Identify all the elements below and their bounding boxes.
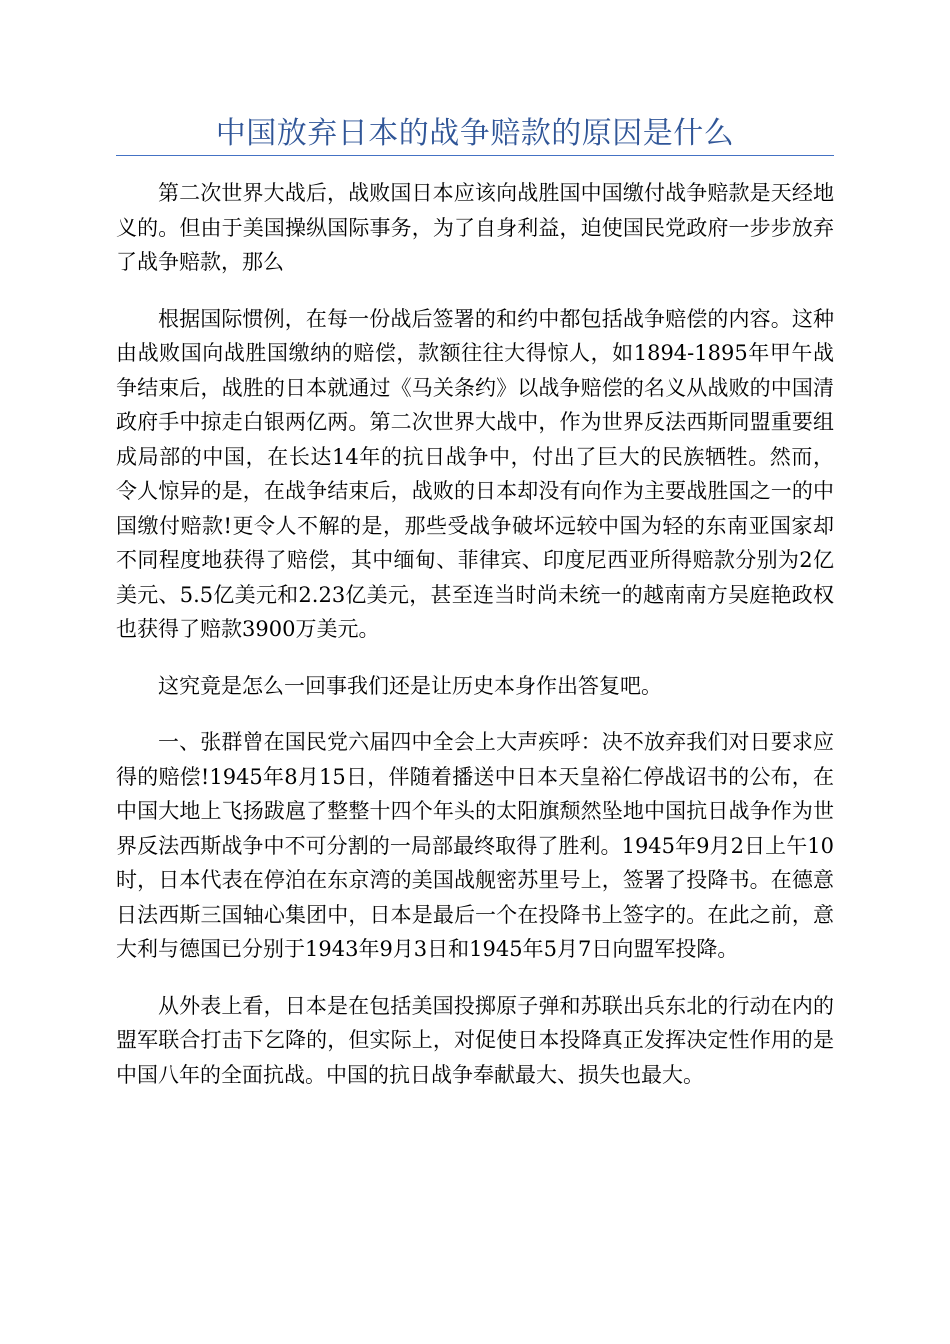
title-underline	[116, 155, 834, 156]
paragraph-3: 这究竟是怎么一回事我们还是让历史本身作出答复吧。	[158, 673, 662, 698]
paragraph-4: 一、张群曾在国民党六届四中全会上大声疾呼：决不放弃我们对日要求应得的赔偿!1945年8月15日，伴随着播送中日本天皇裕仁停战诏书的公布，在中国大地上飞扬跋扈了整整十四个年头的太阳旗颓然坠地中国抗日战争作为世界反法西斯战争中不可分割的一局部最终取得了胜利。1945年9月2日上午10时，日本代表在停泊在东京湾的美国战舰密苏里号上，签署了投降书。在德意日法西斯三国轴心集团中，日本是最后一个在投降书上签字的。在此之前，意大利与德国已分别于1943年9月3日和1945年5月7日向盟军投降。	[116, 730, 834, 961]
paragraph-5: 从外表上看，日本是在包括美国投掷原子弹和苏联出兵东北的行动在内的盟军联合打击下乞降的，但实际上，对促使日本投降真正发挥决定性作用的是中国八年的全面抗战。中国的抗日战争奉献最大、损失也最大。	[116, 993, 834, 1087]
document-body	[116, 176, 834, 1114]
paragraph-2: 根据国际惯例，在每一份战后签署的和约中都包括战争赔偿的内容。这种由战败国向战胜国缴纳的赔偿，款额往往大得惊人，如1894-1895年甲午战争结束后，战胜的日本就通过《马关条约》以战争赔偿的名义从战败的中国清政府手中掠走白银两亿两。第二次世界大战中，作为世界反法西斯同盟重要组成局部的中国，在长达14年的抗日战争中，付出了巨大的民族牺牲。然而，令人惊异的是，在战争结束后，战败的日本却没有向作为主要战胜国之一的中国缴付赔款!更令人不解的是，那些受战争破坏远较中国为轻的东南亚国家却不同程度地获得了赔偿，其中缅甸、菲律宾、印度尼西亚所得赔款分别为2亿美元、5.5亿美元和2.23亿美元，甚至连当时尚未统一的越南南方吴庭艳政权也获得了赔款3900万美元。	[116, 306, 834, 641]
paragraph-1: 第二次世界大战后，战败国日本应该向战胜国中国缴付战争赔款是天经地义的。但由于美国操纵国际事务，为了自身利益，迫使国民党政府一步步放弃了战争赔款，那么	[116, 181, 834, 274]
page-title: 中国放弃日本的战争赔款的原因是什么	[215, 116, 735, 151]
